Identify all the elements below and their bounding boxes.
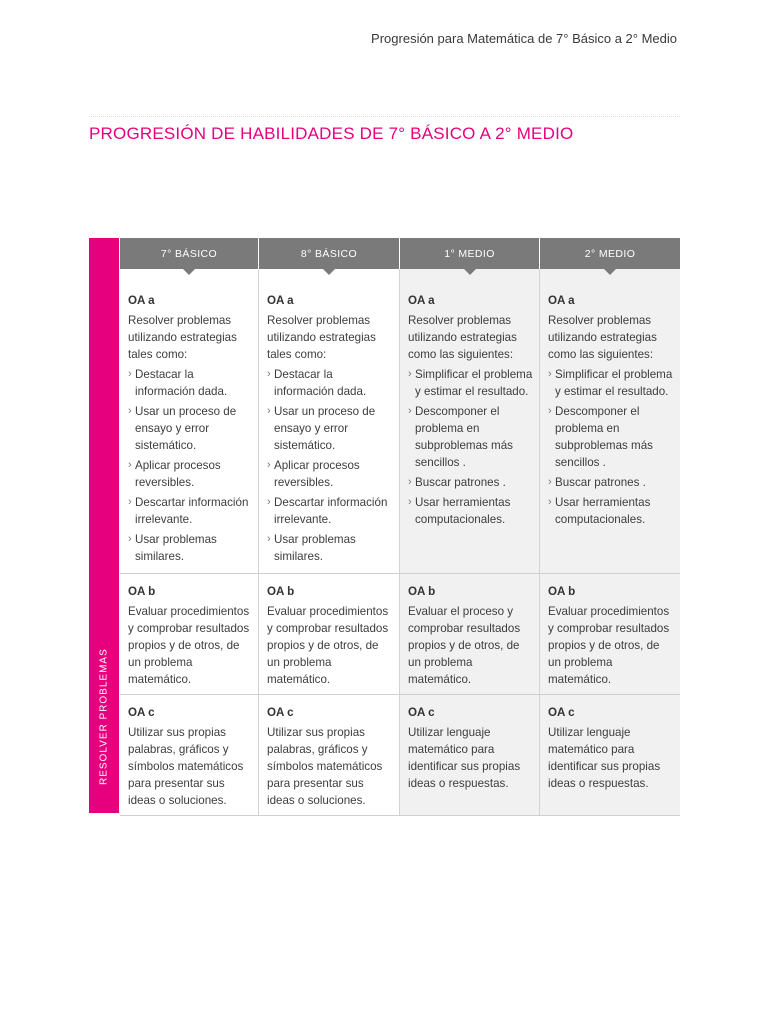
list-item-text: Aplicar procesos reversibles.	[135, 459, 221, 489]
list-item	[267, 531, 393, 565]
column-header-7-basico	[120, 238, 259, 269]
down-arrow-icon	[323, 269, 335, 275]
table-cell	[120, 574, 259, 694]
list-item-text: Descartar información irrelevante.	[135, 496, 249, 526]
objective-description: Utilizar lenguaje matemático para identificar sus propias ideas o respuestas.	[408, 726, 521, 790]
objective-description: Resolver problemas utilizando estrategias tales como:	[128, 314, 237, 361]
objective-code: OA a	[548, 294, 575, 307]
column-header-label: 2° MEDIO	[584, 247, 636, 260]
table-row	[120, 574, 680, 695]
list-item-text: Simplificar el problema y estimar el resultado.	[555, 368, 673, 398]
chevron-right-icon: ›	[408, 368, 412, 380]
objective-description: Evaluar procedimientos y comprobar resultados propios y de otros, de un problema matemático.	[267, 605, 389, 686]
chevron-right-icon: ›	[128, 533, 132, 545]
column-header-label: 8° BÁSICO	[300, 247, 358, 260]
table-cell	[259, 574, 400, 694]
list-item-text: Aplicar procesos reversibles.	[274, 459, 360, 489]
list-item	[408, 494, 533, 528]
side-band	[89, 238, 119, 813]
list-item	[548, 403, 674, 471]
progression-table	[89, 238, 680, 813]
table-cell	[540, 695, 680, 815]
table-cell	[540, 574, 680, 694]
list-item-text: Descomponer el problema en subproblemas más sencillos .	[415, 405, 513, 469]
list-item	[128, 366, 252, 400]
column-header-1-medio	[400, 238, 540, 269]
list-item	[267, 457, 393, 491]
chevron-right-icon: ›	[267, 368, 271, 380]
list-item	[128, 457, 252, 491]
table-cell	[540, 269, 680, 573]
column-header-label: 7° BÁSICO	[160, 247, 218, 260]
column-header-2-medio	[540, 238, 680, 269]
list-item-text: Destacar la información dada.	[135, 368, 228, 398]
objective-code: OA c	[267, 706, 294, 719]
list-item	[128, 531, 252, 565]
objective-description: Resolver problemas utilizando estrategias como las siguientes:	[408, 314, 517, 361]
table-cell	[120, 269, 259, 573]
chevron-right-icon: ›	[548, 476, 552, 488]
list-item-text: Descartar información irrelevante.	[274, 496, 388, 526]
list-item-text: Descomponer el problema en subproblemas más sencillos .	[555, 405, 653, 469]
header-divider	[89, 116, 680, 117]
header-row	[120, 238, 680, 269]
side-label: RESOLVER PROBLEMAS	[98, 648, 110, 785]
chevron-right-icon: ›	[408, 405, 412, 417]
table-body	[120, 269, 680, 816]
chevron-right-icon: ›	[548, 496, 552, 508]
list-item	[548, 474, 674, 491]
down-arrow-icon	[604, 269, 616, 275]
list-item-text: Usar problemas similares.	[274, 533, 356, 563]
strategy-list	[128, 366, 252, 565]
objective-code: OA c	[408, 706, 435, 719]
list-item-text: Usar problemas similares.	[135, 533, 217, 563]
objective-code: OA b	[267, 585, 295, 598]
table-cell	[400, 695, 540, 815]
chevron-right-icon: ›	[548, 368, 552, 380]
table-cell	[259, 269, 400, 573]
table-cell	[120, 695, 259, 815]
table-row	[120, 269, 680, 574]
chevron-right-icon: ›	[128, 459, 132, 471]
column-header-label: 1° MEDIO	[444, 247, 495, 260]
table-cell	[400, 269, 540, 573]
list-item	[408, 366, 533, 400]
objective-description: Utilizar sus propias palabras, gráficos y símbolos matemáticos para presentar sus ideas o soluciones.	[267, 726, 383, 807]
chevron-right-icon: ›	[267, 459, 271, 471]
chevron-right-icon: ›	[408, 496, 412, 508]
table-row	[120, 695, 680, 816]
down-arrow-icon	[183, 269, 195, 275]
objective-code: OA a	[267, 294, 294, 307]
down-arrow-icon	[464, 269, 476, 275]
page-title: PROGRESIÓN DE HABILIDADES DE 7° BÁSICO A 2° MEDIO	[89, 124, 574, 143]
strategy-list	[267, 366, 393, 565]
table-cell	[400, 574, 540, 694]
running-header: Progresión para Matemática de 7° Básico a 2° Medio	[371, 31, 677, 46]
objective-description: Resolver problemas utilizando estrategias tales como:	[267, 314, 376, 361]
list-item-text: Usar herramientas computacionales.	[555, 496, 651, 526]
objective-code: OA c	[128, 706, 155, 719]
objective-description: Resolver problemas utilizando estrategias como las siguientes:	[548, 314, 657, 361]
list-item	[548, 494, 674, 528]
list-item-text: Buscar patrones .	[555, 476, 646, 489]
objective-code: OA c	[548, 706, 575, 719]
chevron-right-icon: ›	[267, 496, 271, 508]
list-item-text: Usar un proceso de ensayo y error sistemático.	[135, 405, 237, 452]
list-item	[267, 494, 393, 528]
table-grid	[120, 238, 680, 816]
list-item	[408, 474, 533, 491]
strategy-list	[408, 366, 533, 528]
list-item-text: Simplificar el problema y estimar el resultado.	[415, 368, 533, 398]
objective-code: OA a	[128, 294, 155, 307]
list-item	[128, 403, 252, 454]
objective-description: Evaluar el proceso y comprobar resultados propios y de otros, de un problema matemático.	[408, 605, 521, 686]
list-item-text: Usar un proceso de ensayo y error sistemático.	[274, 405, 376, 452]
list-item-text: Buscar patrones .	[415, 476, 506, 489]
table-cell	[259, 695, 400, 815]
chevron-right-icon: ›	[128, 496, 132, 508]
objective-code: OA a	[408, 294, 435, 307]
objective-description: Utilizar lenguaje matemático para identificar sus propias ideas o respuestas.	[548, 726, 661, 790]
list-item-text: Usar herramientas computacionales.	[415, 496, 511, 526]
list-item	[128, 494, 252, 528]
list-item-text: Destacar la información dada.	[274, 368, 367, 398]
objective-description: Utilizar sus propias palabras, gráficos y símbolos matemáticos para presentar sus ideas o soluciones.	[128, 726, 244, 807]
list-item	[548, 366, 674, 400]
strategy-list	[548, 366, 674, 528]
column-header-8-basico	[259, 238, 400, 269]
list-item	[267, 366, 393, 400]
chevron-right-icon: ›	[128, 405, 132, 417]
chevron-right-icon: ›	[267, 533, 271, 545]
objective-code: OA b	[408, 585, 436, 598]
chevron-right-icon: ›	[267, 405, 271, 417]
chevron-right-icon: ›	[128, 368, 132, 380]
chevron-right-icon: ›	[548, 405, 552, 417]
objective-code: OA b	[128, 585, 156, 598]
list-item	[408, 403, 533, 471]
list-item	[267, 403, 393, 454]
chevron-right-icon: ›	[408, 476, 412, 488]
objective-description: Evaluar procedimientos y comprobar resultados propios y de otros, de un problema matemático.	[548, 605, 670, 686]
objective-description: Evaluar procedimientos y comprobar resultados propios y de otros, de un problema matemático.	[128, 605, 250, 686]
objective-code: OA b	[548, 585, 576, 598]
